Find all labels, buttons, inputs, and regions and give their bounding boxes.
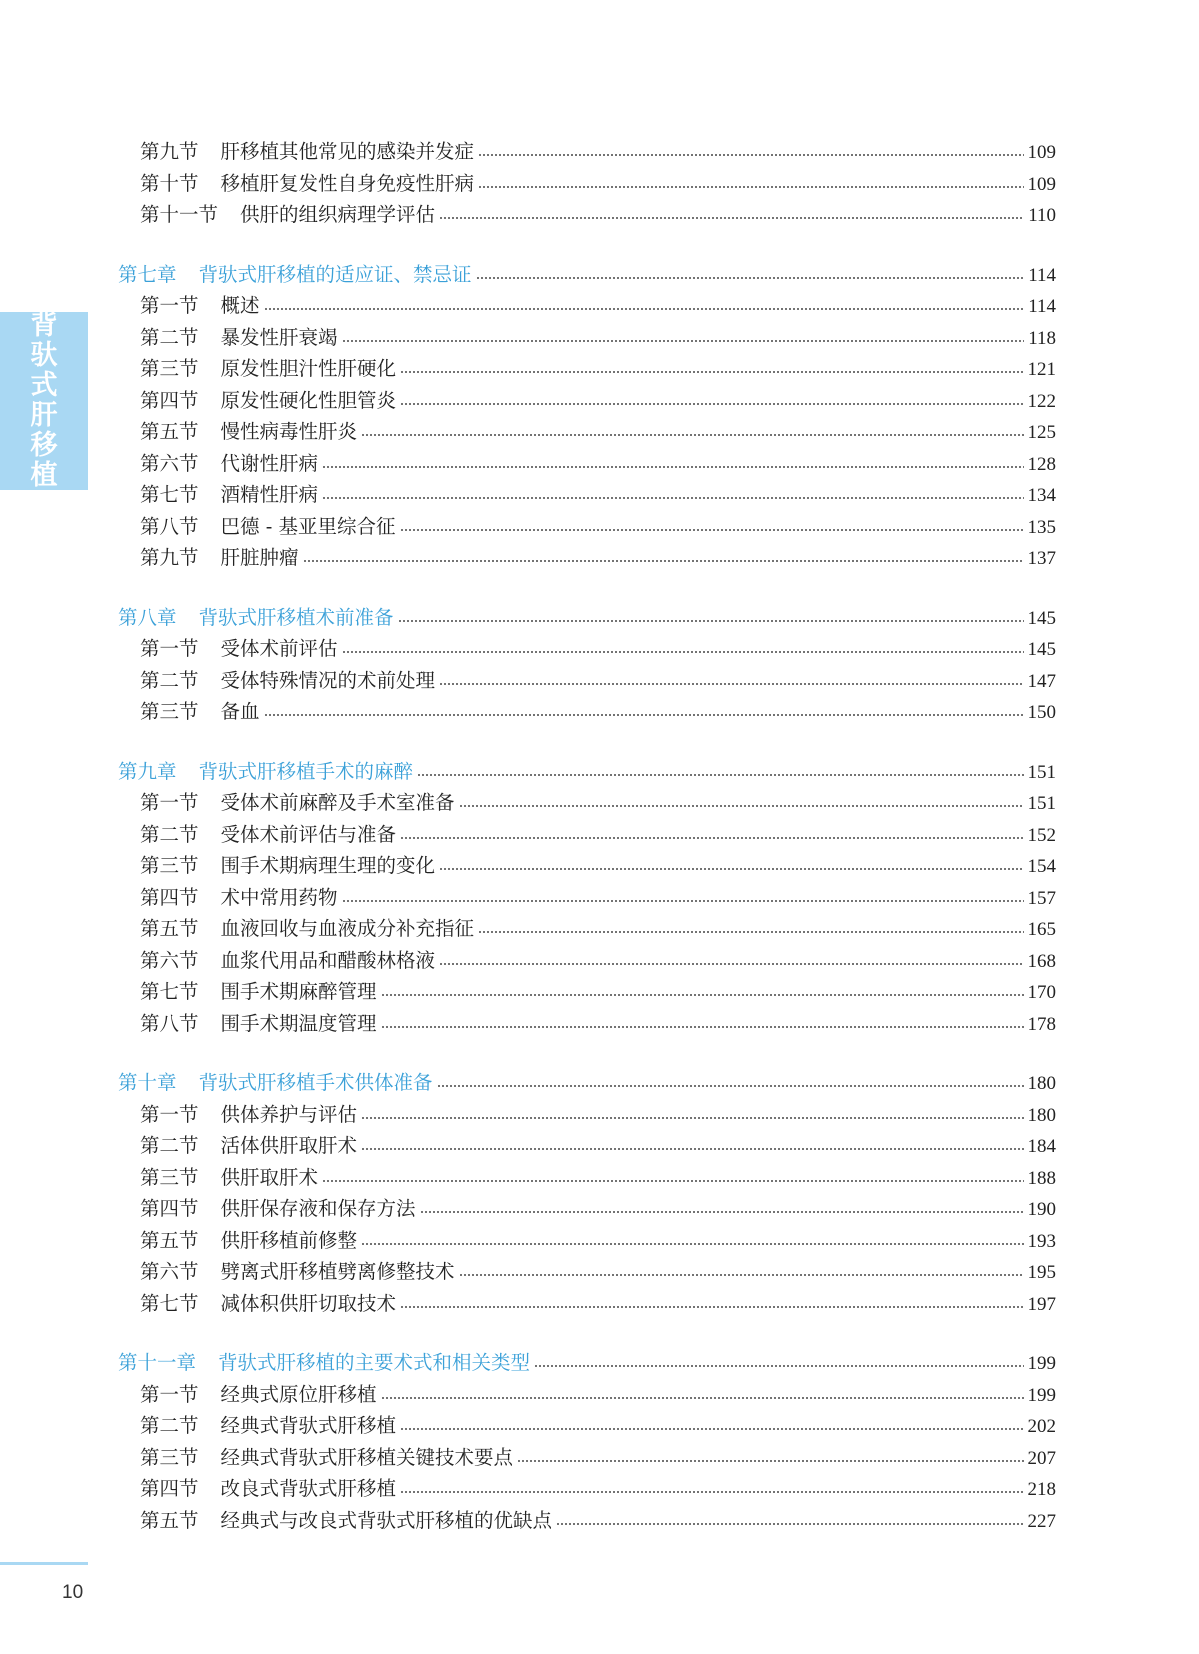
toc-entry-title: 备血: [220, 700, 260, 723]
toc-entry-title: 经典式原位肝移植: [220, 1382, 377, 1406]
toc-entry-page: 110: [1028, 205, 1056, 226]
toc-entry-title: 背驮式肝移植的适应证、禁忌证: [198, 262, 472, 286]
side-tab-char: 肝: [30, 400, 58, 431]
toc-entry-page: 118: [1028, 327, 1056, 349]
side-tab-char: 式: [30, 370, 58, 401]
toc-section-row[interactable]: [140, 291, 1056, 321]
toc-entry-number: 第五节: [140, 420, 199, 443]
toc-entry-number: 第二节: [140, 325, 199, 349]
toc-entry-number: 第九节: [140, 140, 199, 163]
toc-entry-title: 移植肝复发性自身免疫性肝病: [220, 171, 475, 195]
toc-entry-page: 202: [1027, 1416, 1056, 1437]
toc-section-row[interactable]: [140, 449, 1056, 479]
toc-entry-page: 199: [1027, 1384, 1056, 1406]
toc-chapter-row[interactable]: [118, 260, 1056, 290]
toc-section-row[interactable]: [140, 1474, 1056, 1504]
toc-chapter-row[interactable]: [118, 1348, 1056, 1378]
toc-leader-dots: [361, 434, 1023, 436]
toc-entry-number: 第十一节: [140, 203, 219, 226]
toc-section-row[interactable]: [140, 512, 1056, 542]
toc-entry-page: 145: [1027, 639, 1056, 660]
toc-entry-page: 151: [1027, 761, 1056, 783]
toc-section-row[interactable]: [140, 1380, 1056, 1410]
toc-entry-title: 背驮式肝移植手术的麻醉: [198, 759, 414, 783]
toc-section-row[interactable]: [140, 1100, 1056, 1130]
toc-leader-dots: [534, 1365, 1023, 1367]
toc-section-row[interactable]: [140, 543, 1056, 573]
toc-entry-number: 第一节: [140, 1102, 199, 1126]
toc-entry-title: 慢性病毒性肝炎: [220, 420, 358, 443]
toc-entry-number: 第七节: [140, 483, 199, 506]
toc-leader-dots: [264, 308, 1025, 310]
toc-leader-dots: [439, 683, 1023, 685]
side-tab-char: 植: [30, 460, 58, 491]
toc-leader-dots: [361, 1243, 1023, 1245]
toc-section-row[interactable]: [140, 386, 1056, 416]
toc-section-row[interactable]: [140, 1257, 1056, 1287]
toc-entry-number: 第八节: [140, 514, 199, 538]
toc-section-row[interactable]: [140, 200, 1056, 230]
toc-leader-dots: [439, 963, 1023, 965]
toc-section-row[interactable]: [140, 137, 1056, 167]
toc-leader-dots: [439, 217, 1024, 219]
toc-section-row[interactable]: [140, 480, 1056, 510]
toc-entry-number: 第五节: [140, 1508, 199, 1532]
toc-leader-dots: [556, 1523, 1023, 1525]
toc-section-row[interactable]: [140, 666, 1056, 696]
toc-leader-dots: [400, 371, 1023, 373]
toc-entry-number: 第七章: [118, 262, 177, 286]
toc-section-row[interactable]: [140, 323, 1056, 353]
toc-entry-title: 供肝的组织病理学评估: [240, 203, 436, 226]
toc-entry-number: 第十节: [140, 171, 199, 195]
toc-entry-number: 第一节: [140, 791, 199, 814]
toc-entry-title: 肝脏肿瘤: [220, 546, 299, 569]
toc-entry-number: 第三节: [140, 1165, 199, 1189]
toc-entry-title: 经典式与改良式背驮式肝移植的优缺点: [220, 1508, 553, 1532]
toc-entry-title: 背驮式肝移植术前准备: [198, 605, 394, 629]
toc-entry-title: 原发性胆汁性肝硬化: [220, 357, 397, 380]
toc-section-row[interactable]: [140, 788, 1056, 818]
toc-leader-dots: [478, 154, 1023, 156]
toc-entry-page: 195: [1027, 1262, 1056, 1283]
toc-entry-page: 109: [1027, 142, 1056, 163]
toc-leader-dots: [417, 774, 1023, 776]
toc-section-row[interactable]: [140, 1163, 1056, 1193]
toc-section-row[interactable]: [140, 697, 1056, 727]
toc-entry-number: 第三节: [140, 854, 199, 877]
toc-entry-page: 184: [1027, 1136, 1056, 1157]
toc-entry-title: 受体术前麻醉及手术室准备: [220, 791, 455, 814]
toc-chapter-row[interactable]: [118, 603, 1056, 633]
toc-entry-title: 酒精性肝病: [220, 483, 319, 506]
toc-section-row[interactable]: [140, 634, 1056, 664]
toc-entry-title: 术中常用药物: [220, 885, 338, 909]
toc-entry-page: 134: [1027, 485, 1056, 506]
toc-leader-dots: [478, 186, 1023, 188]
toc-entry-page: 168: [1027, 950, 1056, 972]
toc-entry-title: 减体积供肝切取技术: [220, 1291, 397, 1315]
toc-section-row[interactable]: [140, 977, 1056, 1007]
toc-entry-number: 第四节: [140, 388, 199, 412]
toc-section-row[interactable]: [140, 1131, 1056, 1161]
toc-entry-number: 第四节: [140, 1197, 199, 1220]
toc-entry-title: 供肝保存液和保存方法: [220, 1197, 416, 1220]
toc-entry-title: 肝移植其他常见的感染并发症: [220, 140, 475, 163]
toc-entry-number: 第一节: [140, 1382, 199, 1406]
toc-entry-number: 第三节: [140, 1445, 199, 1469]
toc-leader-dots: [342, 900, 1024, 902]
toc-section-row[interactable]: [140, 946, 1056, 976]
toc-entry-number: 第三节: [140, 357, 199, 380]
toc-entry-title: 受体术前评估: [220, 637, 338, 660]
toc-leader-dots: [437, 1085, 1024, 1087]
toc-entry-page: 152: [1027, 824, 1056, 846]
toc-entry-number: 第七节: [140, 1291, 199, 1315]
toc-section-row[interactable]: [140, 1194, 1056, 1224]
toc-entry-title: 巴德 - 基亚里综合征: [220, 514, 396, 538]
toc-leader-dots: [400, 1491, 1023, 1493]
side-tab-char: 背: [30, 310, 58, 341]
toc-entry-page: 180: [1027, 1073, 1056, 1094]
toc-entry-title: 供体养护与评估: [220, 1102, 358, 1126]
toc-section-row[interactable]: [140, 1443, 1056, 1473]
toc-section-row[interactable]: [140, 820, 1056, 850]
toc-entry-number: 第三节: [140, 700, 199, 723]
toc-leader-dots: [381, 1026, 1024, 1028]
toc-entry-page: 151: [1027, 793, 1056, 814]
toc-entry-number: 第十章: [118, 1071, 177, 1094]
toc-entry-page: 109: [1027, 173, 1056, 195]
toc-entry-page: 188: [1027, 1167, 1056, 1189]
toc-leader-dots: [400, 403, 1023, 405]
toc-section-row[interactable]: [140, 1411, 1056, 1441]
toc-entry-page: 199: [1027, 1353, 1056, 1374]
toc-entry-number: 第六节: [140, 451, 199, 475]
toc-entry-page: 190: [1027, 1199, 1056, 1220]
toc-leader-dots: [517, 1460, 1023, 1462]
toc-entry-number: 第六节: [140, 948, 199, 972]
toc-leader-dots: [381, 994, 1024, 996]
toc-leader-dots: [400, 837, 1023, 839]
toc-leader-dots: [381, 1397, 1024, 1399]
side-tab-char: 驮: [30, 340, 58, 371]
toc-entry-page: 227: [1027, 1510, 1056, 1532]
toc-entry-page: 218: [1027, 1479, 1056, 1500]
toc-entry-title: 背驮式肝移植手术供体准备: [198, 1071, 433, 1094]
toc-leader-dots: [342, 340, 1025, 342]
toc-leader-dots: [264, 714, 1024, 716]
toc-entry-title: 改良式背驮式肝移植: [220, 1477, 397, 1500]
toc-entry-number: 第一节: [140, 294, 199, 317]
toc-entry-title: 背驮式肝移植的主要术式和相关类型: [218, 1351, 531, 1374]
toc-entry-title: 原发性硬化性胆管炎: [220, 388, 397, 412]
toc-entry-title: 血液回收与血液成分补充指征: [220, 917, 475, 940]
toc-entry-title: 暴发性肝衰竭: [220, 325, 338, 349]
toc-entry-title: 经典式背驮式肝移植关键技术要点: [220, 1445, 514, 1469]
toc-entry-page: 128: [1027, 453, 1056, 475]
toc-entry-page: 165: [1027, 919, 1056, 940]
toc-section-row[interactable]: [140, 914, 1056, 944]
toc-entry-title: 血浆代用品和醋酸林格液: [220, 948, 436, 972]
toc-leader-dots: [361, 1117, 1023, 1119]
toc-entry-title: 受体特殊情况的术前处理: [220, 668, 436, 692]
toc-section-row[interactable]: [140, 169, 1056, 199]
toc-leader-dots: [459, 1274, 1024, 1276]
toc-entry-number: 第十一章: [118, 1351, 197, 1374]
toc-entry-page: 121: [1027, 359, 1056, 380]
toc-entry-page: 122: [1027, 390, 1056, 412]
toc-entry-number: 第九节: [140, 546, 199, 569]
toc-leader-dots: [478, 931, 1023, 933]
toc-entry-page: 193: [1027, 1230, 1056, 1252]
toc-entry-title: 活体供肝取肝术: [220, 1134, 358, 1157]
toc-entry-page: 147: [1027, 670, 1056, 692]
toc-entry-title: 概述: [220, 294, 260, 317]
toc-entry-number: 第四节: [140, 885, 199, 909]
toc-entry-page: 178: [1027, 1013, 1056, 1035]
toc-entry-number: 第五节: [140, 1228, 199, 1252]
toc-entry-page: 197: [1027, 1293, 1056, 1315]
toc-entry-page: 180: [1027, 1104, 1056, 1126]
toc-entry-number: 第二节: [140, 1134, 199, 1157]
toc-entry-number: 第八章: [118, 605, 177, 629]
side-tab-char: 移: [30, 430, 58, 461]
toc-leader-dots: [476, 277, 1025, 279]
toc-entry-title: 围手术期麻醉管理: [220, 980, 377, 1003]
toc-section-row[interactable]: [140, 1506, 1056, 1536]
toc-entry-title: 代谢性肝病: [220, 451, 319, 475]
toc-section-row[interactable]: [140, 1226, 1056, 1256]
toc-leader-dots: [420, 1211, 1024, 1213]
toc-entry-page: 135: [1027, 516, 1056, 538]
toc-leader-dots: [361, 1148, 1023, 1150]
toc-leader-dots: [342, 651, 1024, 653]
toc-leader-dots: [400, 529, 1024, 531]
toc-entry-title: 供肝移植前修整: [220, 1228, 358, 1252]
toc-entry-title: 围手术期温度管理: [220, 1011, 377, 1035]
toc-entry-number: 第四节: [140, 1477, 199, 1500]
toc-entry-number: 第一节: [140, 637, 199, 660]
toc-entry-title: 劈离式肝移植劈离修整技术: [220, 1260, 455, 1283]
toc-section-row[interactable]: [140, 1289, 1056, 1319]
toc-section-row[interactable]: [140, 1009, 1056, 1039]
toc-entry-title: 供肝取肝术: [220, 1165, 319, 1189]
toc-entry-page: 125: [1027, 422, 1056, 443]
toc-chapter-row[interactable]: [118, 757, 1056, 787]
toc-leader-dots: [303, 560, 1024, 562]
toc-entry-page: 145: [1027, 607, 1056, 629]
toc-section-row[interactable]: [140, 883, 1056, 913]
toc-entry-number: 第二节: [140, 668, 199, 692]
toc-entry-page: 170: [1027, 982, 1056, 1003]
toc-leader-dots: [459, 805, 1024, 807]
toc-chapter-row[interactable]: [118, 1068, 1056, 1098]
toc-entry-number: 第六节: [140, 1260, 199, 1283]
toc-leader-dots: [398, 620, 1024, 622]
toc-entry-page: 137: [1027, 548, 1056, 569]
toc-section-row[interactable]: [140, 354, 1056, 384]
toc-entry-number: 第五节: [140, 917, 199, 940]
toc-entry-number: 第九章: [118, 759, 177, 783]
toc-entry-number: 第二节: [140, 1414, 199, 1437]
toc-entry-page: 157: [1027, 887, 1056, 909]
toc-section-row[interactable]: [140, 851, 1056, 881]
toc-entry-number: 第二节: [140, 822, 199, 846]
toc-leader-dots: [322, 1180, 1023, 1182]
toc-entry-page: 207: [1027, 1447, 1056, 1469]
toc-entry-page: 150: [1027, 702, 1056, 723]
toc-entry-title: 围手术期病理生理的变化: [220, 854, 436, 877]
toc-leader-dots: [322, 497, 1023, 499]
toc-leader-dots: [400, 1306, 1023, 1308]
toc-entry-number: 第七节: [140, 980, 199, 1003]
page-number: 10: [62, 1582, 84, 1603]
toc-leader-dots: [439, 868, 1023, 870]
toc-leader-dots: [322, 466, 1023, 468]
toc-entry-title: 经典式背驮式肝移植: [220, 1414, 397, 1437]
toc-entry-title: 受体术前评估与准备: [220, 822, 397, 846]
toc-leader-dots: [400, 1428, 1023, 1430]
toc-entry-page: 154: [1027, 856, 1056, 877]
toc-entry-page: 114: [1028, 296, 1056, 317]
toc-entry-number: 第八节: [140, 1011, 199, 1035]
toc-entry-page: 114: [1028, 264, 1056, 286]
toc-section-row[interactable]: [140, 417, 1056, 447]
